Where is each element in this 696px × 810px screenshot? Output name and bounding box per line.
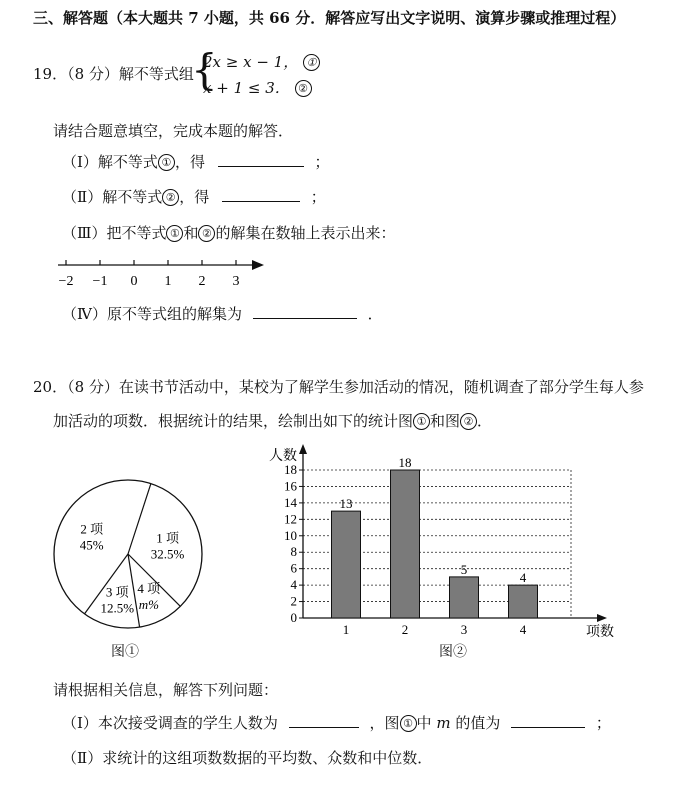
y-tick-label: 12 [284,511,297,527]
number-line-label: 3 [232,274,240,289]
y-tick-label: 16 [284,478,297,494]
bar-value-label: 18 [398,455,412,470]
q19-inequality-2: x + 1 ≤ 3． ② [203,78,312,98]
x-tick-label: 3 [460,622,468,637]
pie-slice-label: 2 项 [80,521,104,537]
x-axis-label: 项数 [586,625,614,640]
y-tick-label: 2 [290,593,297,609]
q20-ask: 请根据相关信息，解答下列问题： [53,681,279,699]
number-line-label: 0 [130,274,138,289]
q19-part3: （Ⅲ）把不等式 ① 和 ② 的解集在数轴上表示出来： [62,224,396,242]
bar [332,511,361,618]
answer-blank-2[interactable] [222,187,300,202]
mark-1: ① [303,54,320,71]
y-tick-label: 8 [290,544,297,560]
q19-part1: （Ⅰ）解不等式 ① ，得 ； [62,153,330,171]
mark-1: ① [413,413,430,430]
y-tick-label: 4 [290,577,297,593]
q19-number: 19．（8 分）解不等式组 [33,65,194,83]
section-title: 三、解答题（本大题共 7 小题，共 66 分．解答应写出文字说明、演算步骤或推理过程） [33,9,626,27]
x-tick-label: 1 [342,622,350,637]
mark-1: ① [158,154,175,171]
y-axis-arrow [299,444,307,454]
pie-slice-label: 3 项 [105,584,129,600]
bar-value-label: 5 [460,561,468,577]
mark-1: ① [166,225,183,242]
bar [509,585,538,618]
mark-2: ② [198,225,215,242]
pie-slice-percent: 45% [79,537,104,553]
y-axis-label: 人数 [269,449,297,464]
x-tick-label: 2 [401,622,409,637]
fig1-caption: 图① [111,644,139,660]
pie-slice-percent: m% [138,596,159,612]
x-tick-label: 4 [519,622,527,637]
pie-chart [40,460,230,660]
q20-line1: 20．（8 分）在读书节活动中，某校为了解学生参加活动的情况，随机调查了部分学生每人参 [33,378,644,396]
answer-blank-1[interactable] [218,152,304,167]
bar [391,470,420,618]
y-tick-label: 0 [290,610,297,625]
number-line-label: −2 [58,274,74,289]
y-tick-label: 14 [284,494,297,510]
mark-2: ② [295,80,312,97]
q20-line2: 加活动的项数．根据统计的结果，绘制出如下的统计图 ① 和图 ② ． [53,412,493,430]
number-line-label: −1 [92,274,108,289]
pie-slice-percent: 12.5% [100,600,135,616]
pie-slice-percent: 32.5% [150,546,185,562]
y-tick-label: 18 [284,462,297,477]
number-line-arrow [252,260,264,270]
q19-intro: 请结合题意填空，完成本题的解答． [53,122,294,140]
bar-chart [255,440,635,650]
q20-part2: （Ⅱ）求统计的这组项数数据的平均数、众数和中位数． [62,749,433,767]
mark-2: ② [460,413,477,430]
y-tick-label: 6 [290,560,297,576]
answer-blank-count[interactable] [289,713,359,728]
q20-part1: （Ⅰ）本次接受调查的学生人数为 ，图 ① 中 m 的值为 ； [62,714,611,732]
system-brace: { [191,45,218,94]
mark-1: ① [400,715,417,732]
answer-blank-m[interactable] [511,713,585,728]
y-tick-label: 10 [284,527,297,543]
number-line-label: 1 [164,274,172,289]
pie-slice-label: 1 项 [156,530,179,546]
bar [450,577,479,618]
answer-blank-4[interactable] [253,304,357,319]
q19-inequality-1: 2x ≥ x − 1， ① [203,52,320,72]
fig2-caption: 图② [439,644,467,660]
number-line[interactable] [50,253,270,293]
x-axis-arrow [597,614,607,622]
q19-part2: （Ⅱ）解不等式 ② ，得 ； [62,188,326,206]
mark-2: ② [162,189,179,206]
number-line-label: 2 [198,274,206,289]
pie-slice-border [128,484,151,554]
q19-part4: （Ⅳ）原不等式组的解集为 ． [62,305,383,323]
bar-value-label: 4 [519,570,527,586]
bar-value-label: 13 [339,496,353,512]
pie-slice-label: 4 项 [137,580,161,596]
